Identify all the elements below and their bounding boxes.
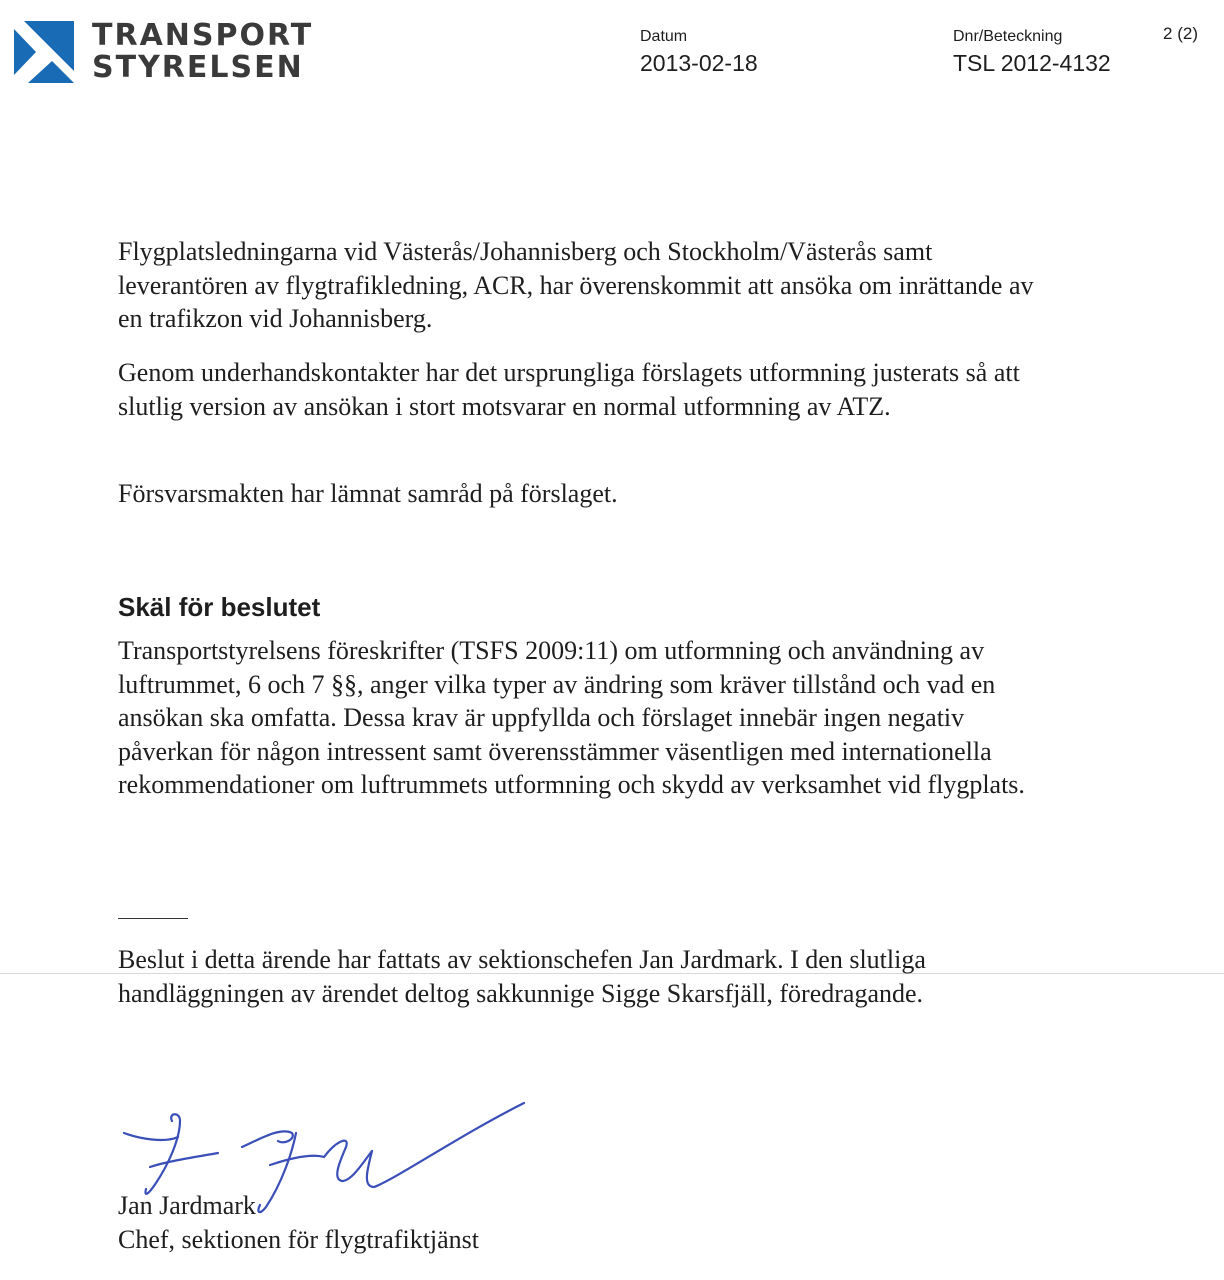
page-number: 2 (2) xyxy=(1163,24,1198,43)
date-value: 2013-02-18 xyxy=(640,50,758,76)
intro-text-3: Försvarsmakten har lämnat samråd på förslaget. xyxy=(118,479,618,508)
reference-value: TSL 2012-4132 xyxy=(953,50,1111,76)
intro-paragraph-3 xyxy=(118,477,1038,511)
logo-line-2: STYRELSEN xyxy=(92,50,304,85)
logo-mark-icon xyxy=(14,21,78,83)
reference-label: Dnr/Beteckning xyxy=(953,28,1063,45)
intro-paragraph-2 xyxy=(118,356,1038,423)
logo-line-1: TRANSPORT xyxy=(92,18,314,53)
decision-paragraph xyxy=(118,943,1038,1010)
footnote-divider xyxy=(118,918,188,919)
section-heading: Skäl för beslutet xyxy=(118,592,321,622)
signer-block xyxy=(118,1189,818,1257)
signer-title: Chef, sektionen för flygtrafiktjänst xyxy=(118,1225,480,1254)
transportstyrelsen-logo xyxy=(14,20,313,84)
intro-text-1: Flygplatsledningarna vid Västerås/Johannisberg och Stockholm/Västerås samt leverantören av flygtrafikledning, ACR, har överenskommit att ansöka om inrättande av en trafikzon vid Johannisberg. xyxy=(118,237,1034,333)
date-label: Datum xyxy=(640,28,688,45)
signer-name: Jan Jardmark xyxy=(118,1191,256,1220)
logo-wordmark xyxy=(92,20,313,84)
section-paragraph xyxy=(118,634,1038,802)
intro-text-2: Genom underhandskontakter har det ursprungliga förslagets utformning justerats så att slutlig version av ansökan i stort motsvarar en normal utformning av ATZ. xyxy=(118,358,1020,421)
decision-text: Beslut i detta ärende har fattats av sektionschefen Jan Jardmark. I den slutliga handläggningen av ärendet deltog sakkunnige Sigge Skarsfjäll, föredragande. xyxy=(118,945,926,1008)
intro-paragraph-1 xyxy=(118,235,1038,336)
section-text: Transportstyrelsens föreskrifter (TSFS 2009:11) om utformning och användning av luftrummet, 6 och 7 §§, anger vilka typer av ändring som kräver tillstånd och vad en ansökan ska omfatta. Dessa krav är uppfyllda och förslaget innebär ingen negativ påverkan för någon intressent samt överensstämmer väsentligen med internationella rekommendationer om luftrummets utformning och skydd av verksamhet vid flygplats. xyxy=(118,636,1025,799)
